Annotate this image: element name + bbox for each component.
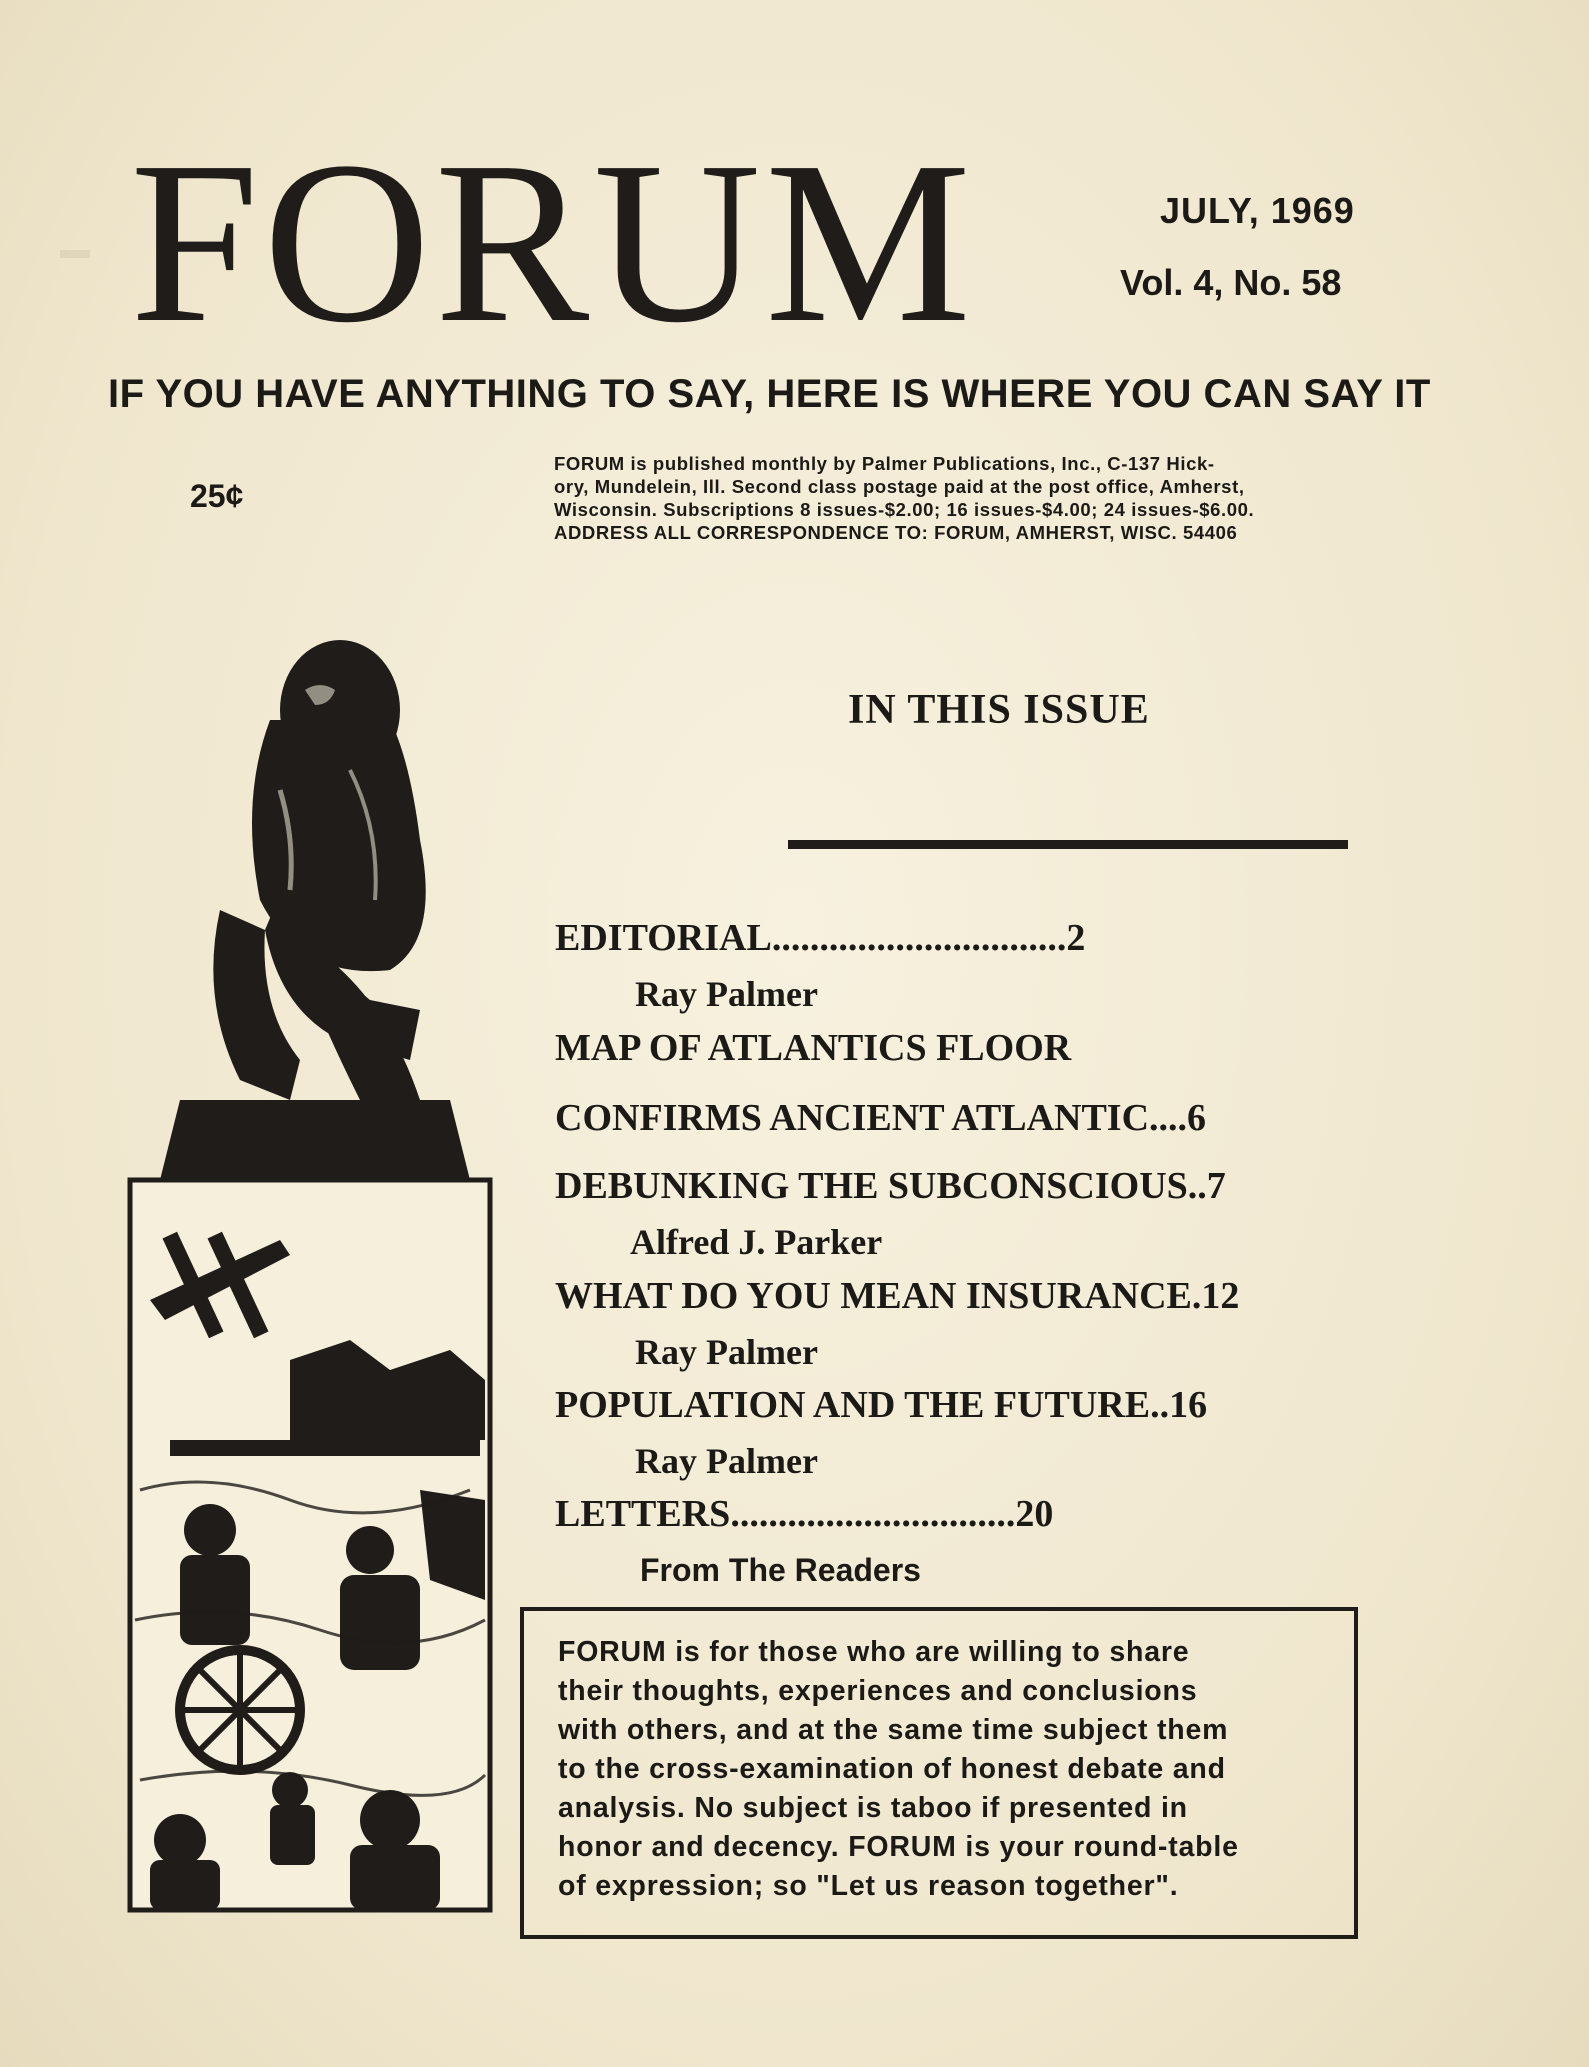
toc-item-map-of-atlantics-floor (555, 1025, 1071, 1071)
toc-page-number: 16 (1169, 1384, 1208, 1426)
toc-leader: .. (1187, 1165, 1207, 1207)
slogan: IF YOU HAVE ANYTHING TO SAY, HERE IS WHERE YOU CAN SAY IT (108, 372, 1431, 416)
toc-item-title: CONFIRMS ANCIENT ATLANTIC (555, 1097, 1150, 1139)
toc-item-title: WHAT DO YOU MEAN INSURANCE (555, 1275, 1192, 1317)
publication-info-line: Wisconsin. Subscriptions 8 issues-$2.00; 16 issues-$4.00; 24 issues-$6.00. (554, 499, 1255, 520)
masthead-title: FORUM (130, 114, 976, 371)
publication-info-line: ADDRESS ALL CORRESPONDENCE TO: FORUM, AMHERST, WISC. 54406 (554, 522, 1238, 543)
mission-line: analysis. No subject is taboo if presented in (558, 1792, 1188, 1824)
toc-item-population-and-the-future (555, 1382, 1207, 1428)
mission-statement-box (520, 1607, 1358, 1939)
mission-line: their thoughts, experiences and conclusions (558, 1675, 1198, 1707)
toc-heading: IN THIS ISSUE (848, 687, 1150, 733)
toc-leader: .... (1149, 1097, 1188, 1139)
issue-date: JULY, 1969 (1160, 190, 1355, 231)
thinker-figure (160, 640, 470, 1180)
publication-info-line: FORUM is published monthly by Palmer Publications, Inc., C-137 Hick- (554, 453, 1215, 474)
toc-item-title: DEBUNKING THE SUBCONSCIOUS (555, 1165, 1188, 1207)
toc-author: Ray Palmer (635, 1441, 818, 1481)
toc-item-editorial (555, 915, 1085, 961)
toc-author: Ray Palmer (635, 1332, 818, 1372)
toc-item-debunking-the-subconscious (555, 1163, 1226, 1209)
toc-leader: .............................. (730, 1493, 1016, 1535)
mission-line: to the cross-examination of honest debate and (558, 1753, 1226, 1785)
toc-page-number: 20 (1015, 1493, 1054, 1535)
mission-line: of expression; so "Let us reason together". (558, 1870, 1179, 1902)
toc-page-number: 2 (1066, 917, 1086, 959)
issue-volume: Vol. 4, No. 58 (1120, 262, 1342, 303)
mission-line: with others, and at the same time subject them (558, 1714, 1229, 1746)
toc-author: Ray Palmer (635, 974, 818, 1014)
toc-item-confirms-ancient-atlantic (555, 1095, 1206, 1141)
toc-page-number: 7 (1206, 1165, 1226, 1207)
toc-page-number: 12 (1201, 1275, 1240, 1317)
toc-item-title: LETTERS (555, 1493, 731, 1535)
toc-page-number: 6 (1187, 1097, 1207, 1139)
toc-leader: . (1191, 1275, 1202, 1317)
toc-author: From The Readers (640, 1552, 921, 1588)
toc-item-title: POPULATION AND THE FUTURE (555, 1384, 1151, 1426)
toc-item-letters (555, 1491, 1053, 1537)
toc-item-title: EDITORIAL (555, 917, 772, 959)
publication-info (554, 452, 1454, 544)
toc-leader: ............................... (771, 917, 1067, 959)
toc-leader: .. (1150, 1384, 1170, 1426)
toc-item-what-do-you-mean-insurance (555, 1273, 1239, 1319)
thinker-illustration (90, 540, 560, 1920)
toc-divider (788, 840, 1348, 849)
toc-item-title: MAP OF ATLANTICS FLOOR (555, 1027, 1072, 1069)
mission-line: FORUM is for those who are willing to share (558, 1636, 1190, 1668)
publication-info-line: ory, Mundelein, Ill. Second class postage paid at the post office, Amherst, (554, 476, 1245, 497)
mission-line: honor and decency. FORUM is your round-table (558, 1831, 1239, 1863)
toc-author: Alfred J. Parker (630, 1222, 883, 1262)
cover-price: 25¢ (190, 478, 244, 514)
